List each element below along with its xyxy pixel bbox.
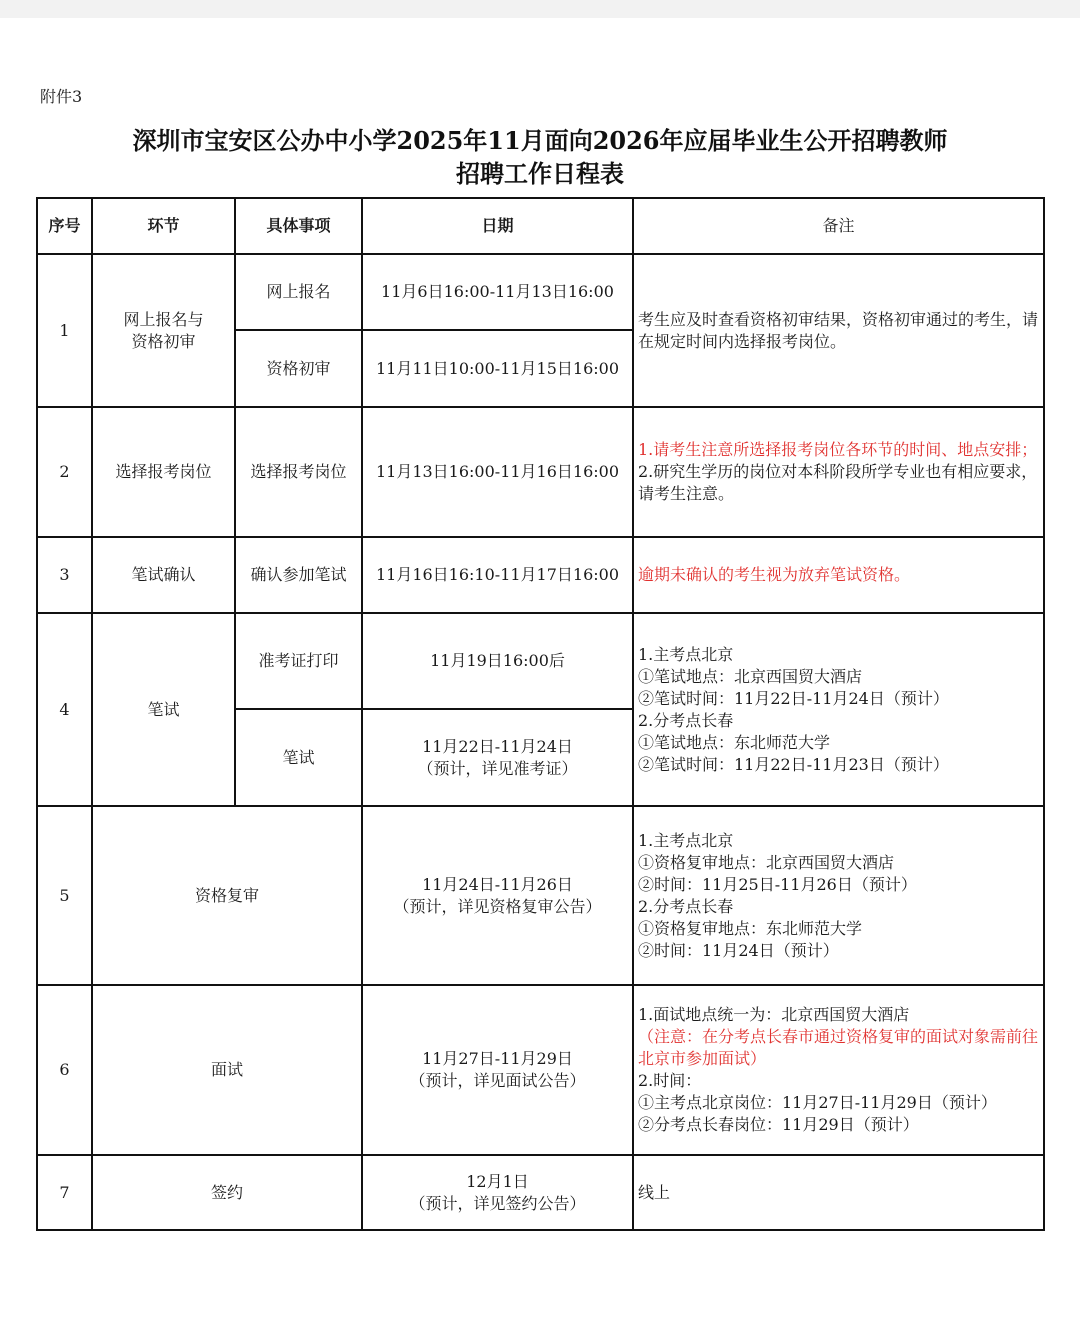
remark-red-line: 1.请考生注意所选择报考岗位各环节的时间、地点安排；	[638, 440, 1038, 459]
remark-line: 2.分考点长春	[638, 896, 734, 916]
row-item: 笔试	[235, 709, 362, 806]
remark-line: ①主考点北京岗位：11月27日-11月29日（预计）	[638, 1093, 997, 1112]
row-seq: 1	[37, 254, 92, 407]
remark-line: ①资格复审地点：东北师范大学	[638, 918, 863, 938]
header-seq: 序号	[37, 198, 92, 254]
row-seq: 4	[37, 613, 92, 806]
row-item: 资格初审	[235, 330, 362, 407]
remark-line: 1.主考点北京	[638, 830, 734, 850]
remark-line: 2.分考点长春	[638, 710, 734, 730]
row-date: 11月11日10:00-11月15日16:00	[362, 330, 633, 407]
date-range: 11月24日-11月26日	[422, 874, 573, 894]
table-row	[37, 806, 1044, 985]
row-item: 网上报名	[235, 254, 362, 330]
title-line-2: 招聘工作日程表	[456, 159, 624, 188]
row-seq: 2	[37, 407, 92, 537]
date-range: 11月22日-11月24日	[422, 736, 573, 756]
row-stage: 笔试	[92, 613, 235, 806]
table-row	[37, 1155, 1044, 1230]
top-bar	[0, 0, 1080, 18]
header-item: 具体事项	[235, 198, 362, 254]
row-seq: 5	[37, 806, 92, 985]
schedule-table	[36, 197, 1045, 1231]
row-remark: 逾期未确认的考生视为放弃笔试资格。	[633, 537, 1044, 613]
remark-line: 2.研究生学历的岗位对本科阶段所学专业也有相应要求，请考生注意。	[638, 462, 1038, 503]
attachment-label: 附件3	[40, 87, 83, 106]
row-seq: 3	[37, 537, 92, 613]
date-range: 11月27日-11月29日	[422, 1049, 573, 1068]
row-remark	[633, 806, 1044, 985]
row-stage: 选择报考岗位	[92, 407, 235, 537]
page-title	[0, 124, 1080, 190]
row-date: 11月13日16:00-11月16日16:00	[362, 407, 633, 537]
remark-line: ②时间：11月24日（预计）	[638, 940, 839, 960]
title-line-1: 深圳市宝安区公办中小学2025年11月面向2026年应届毕业生公开招聘教师	[132, 126, 948, 155]
date-note: （预计，详见资格复审公告）	[393, 896, 602, 916]
remark-line: ②时间：11月25日-11月26日（预计）	[638, 874, 917, 894]
remark-line: ①资格复审地点：北京西国贸大酒店	[638, 852, 895, 872]
row-remark	[633, 613, 1044, 806]
table-row	[37, 613, 1044, 709]
row-remark: 线上	[633, 1155, 1044, 1230]
row-stage	[92, 254, 235, 407]
row-date	[362, 709, 633, 806]
remark-line: 1.面试地点统一为：北京西国贸大酒店	[638, 1005, 910, 1024]
table-row	[37, 985, 1044, 1155]
stage-line: 网上报名与	[123, 309, 204, 329]
row-seq: 6	[37, 985, 92, 1155]
date-note: （预计，详见准考证）	[417, 758, 578, 778]
table-row	[37, 254, 1044, 330]
row-seq: 7	[37, 1155, 92, 1230]
date-note: （预计，详见签约公告）	[409, 1193, 586, 1213]
row-date	[362, 1155, 633, 1230]
table-row	[37, 407, 1044, 537]
date-note: （预计，详见面试公告）	[409, 1071, 586, 1090]
remark-line: ②分考点长春岗位：11月29日（预计）	[638, 1115, 919, 1134]
header-remark: 备注	[633, 198, 1044, 254]
remark-line: 2.时间：	[638, 1071, 702, 1090]
row-item: 选择报考岗位	[235, 407, 362, 537]
header-date: 日期	[362, 198, 633, 254]
row-stage: 签约	[92, 1155, 362, 1230]
row-remark	[633, 407, 1044, 537]
stage-line: 资格初审	[131, 331, 196, 351]
row-stage: 笔试确认	[92, 537, 235, 613]
header-stage: 环节	[92, 198, 235, 254]
row-item: 准考证打印	[235, 613, 362, 709]
remark-line: 1.主考点北京	[638, 644, 734, 664]
row-stage: 面试	[92, 985, 362, 1155]
row-date	[362, 985, 633, 1155]
remark-line: ①笔试地点：东北师范大学	[638, 732, 831, 752]
row-item: 确认参加笔试	[235, 537, 362, 613]
date-range: 12月1日	[466, 1171, 529, 1191]
row-remark: 考生应及时查看资格初审结果，资格初审通过的考生，请在规定时间内选择报考岗位。	[633, 254, 1044, 407]
row-remark	[633, 985, 1044, 1155]
header-row	[37, 198, 1044, 254]
remark-line: ②笔试时间：11月22日-11月23日（预计）	[638, 754, 949, 774]
row-stage: 资格复审	[92, 806, 362, 985]
row-date: 11月19日16:00后	[362, 613, 633, 709]
table-row	[37, 537, 1044, 613]
row-date: 11月16日16:10-11月17日16:00	[362, 537, 633, 613]
remark-red-line: （注意：在分考点长春市通过资格复审的面试对象需前往北京市参加面试）	[638, 1027, 1039, 1068]
remark-line: ②笔试时间：11月22日-11月24日（预计）	[638, 688, 949, 708]
row-date: 11月6日16:00-11月13日16:00	[362, 254, 633, 330]
remark-line: ①笔试地点：北京西国贸大酒店	[638, 666, 863, 686]
row-date	[362, 806, 633, 985]
